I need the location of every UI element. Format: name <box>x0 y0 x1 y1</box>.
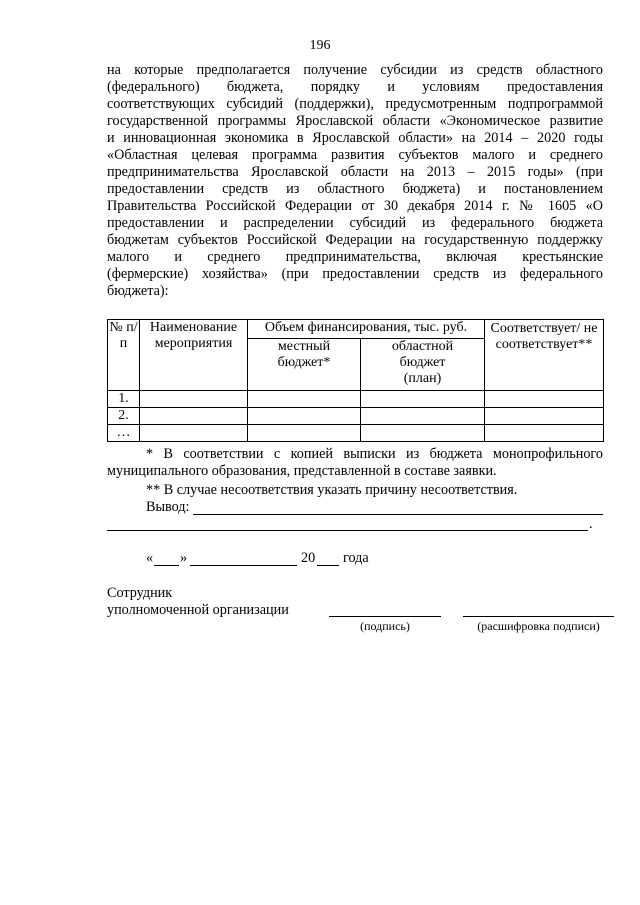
paragraph-line: бюджета): <box>107 283 169 299</box>
table-cell <box>248 391 361 408</box>
page-number: 196 <box>309 38 331 53</box>
signer-title: Сотрудник <box>107 585 173 601</box>
paragraph-line: Правительства Российской Федерации от 30 декабря 2014 г. № 1605 «О <box>107 198 603 214</box>
header-regional-budget: областной бюджет (план) <box>361 339 485 391</box>
table-cell <box>140 391 248 408</box>
signature-line <box>329 616 441 617</box>
header-activity-name: Наименование мероприятия <box>140 320 248 391</box>
date-quote-close: » <box>180 550 188 566</box>
paragraph-line: государственной программы Ярославской области «Экономическое развитие <box>107 113 603 129</box>
signature-caption: (подпись) <box>360 619 410 633</box>
table-cell <box>248 408 361 425</box>
paragraph-line: предоставлении и распределении субсидий из федерального бюджета <box>107 215 603 231</box>
date-year-blank <box>317 565 339 566</box>
paragraph-line: «Областная целевая программа развития субъектов малого и среднего <box>107 147 603 163</box>
table-row <box>108 408 604 425</box>
paragraph-line: соответствующих субсидий (поддержки), предусмотренным подпрограммой <box>107 96 603 112</box>
table-cell <box>485 425 604 442</box>
date-suffix: года <box>343 550 369 566</box>
conclusion-label: Вывод: <box>146 499 190 515</box>
date-day-blank <box>154 565 179 566</box>
footnote-local-budget: * В соответствии с копией выписки из бюджета монопрофильного <box>146 446 603 462</box>
paragraph-line: на которые предполагается получение субсидии из средств областного <box>107 62 603 78</box>
signature-decoding-caption: (расшифровка подписи) <box>477 619 600 633</box>
date-quote-open: « <box>146 550 154 566</box>
paragraph-line: предоставлении средств из областного бюджета) и постановлением <box>107 181 603 197</box>
table-cell <box>361 425 485 442</box>
signature-decoding-line <box>463 616 614 617</box>
row-number: 1. <box>108 391 140 408</box>
table-cell <box>361 391 485 408</box>
financing-table <box>107 319 604 442</box>
conclusion-line-2 <box>107 530 588 531</box>
header-local-budget: местный бюджет* <box>248 339 361 391</box>
conclusion-line <box>193 514 603 515</box>
header-financing-volume: Объем финансирования, тыс. руб. <box>248 320 485 339</box>
table-cell <box>140 408 248 425</box>
paragraph-line: и инновационная экономика в Ярославской области» на 2014 – 2020 годы <box>107 130 603 146</box>
conclusion-end: . <box>589 516 593 532</box>
paragraph-line: (фермерские) хозяйства» (при предоставлении средств из федерального <box>107 266 603 282</box>
table-cell <box>140 425 248 442</box>
footnote-local-budget-cont: муниципального образования, представленной в составе заявки. <box>107 463 497 479</box>
header-compliance: Соответствует/ не соответствует** <box>485 320 604 391</box>
table-row <box>108 391 604 408</box>
table-cell <box>248 425 361 442</box>
footnote-noncompliance: ** В случае несоответствия указать причину несоответствия. <box>146 482 518 498</box>
date-month-blank <box>190 565 297 566</box>
table-cell <box>485 391 604 408</box>
date-year-prefix: 20 <box>301 550 316 566</box>
paragraph-line: предпринимательства Ярославской области на 2013 – 2015 годы» (при <box>107 164 603 180</box>
row-number: 2. <box>108 408 140 425</box>
row-number: … <box>108 425 140 442</box>
table-row <box>108 425 604 442</box>
table-cell <box>361 408 485 425</box>
paragraph-line: малого и среднего предпринимательства, включая крестьянские <box>107 249 603 265</box>
table-cell <box>485 408 604 425</box>
signer-organization: уполномоченной организации <box>107 602 289 618</box>
paragraph-line: бюджетам субъектов Российской Федерации на государственную поддержку <box>107 232 603 248</box>
header-number: № п/п <box>108 320 140 391</box>
paragraph-line: (федерального) бюджета, порядку и условиям предоставления <box>107 79 603 95</box>
